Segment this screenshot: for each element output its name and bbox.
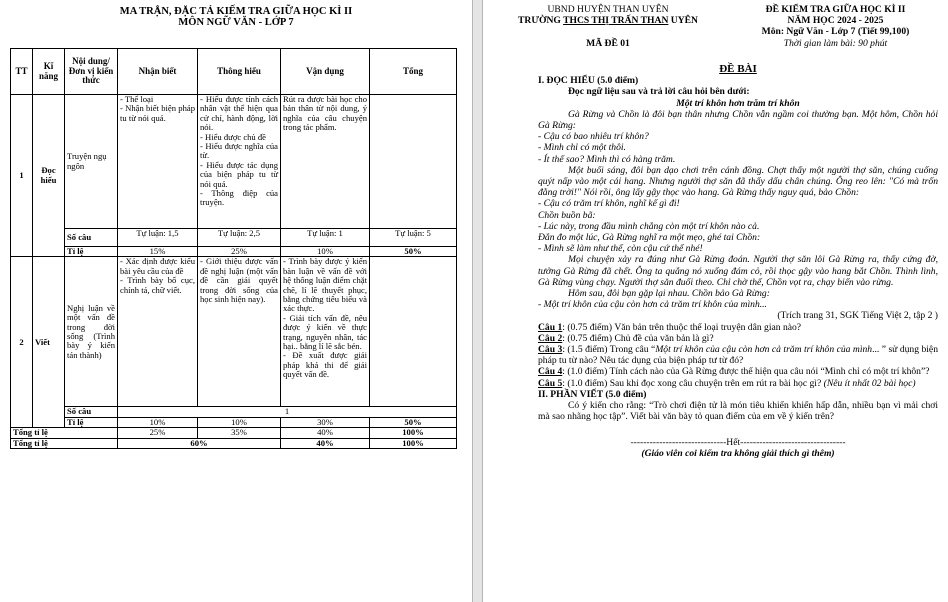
total1-tong: 100% [370,428,457,438]
row1-so-cau-nb: Tự luận: 1,5 [118,229,198,247]
matrix-title-line2: MÔN NGỮ VĂN - LỚP 7 [178,17,294,28]
row2-nhan-biet-item: - Trình bày bố cục, chính tả, chữ viết. [120,275,195,295]
question-label: Câu 3 [538,344,563,356]
header-skill: Kĩ năng [33,49,65,95]
story-line: - Lúc này, trong đầu mình chẳng còn một trí khôn nào cả. [538,220,760,232]
time-limit: Thời gian làm bài: 90 phút [783,37,888,49]
total1-nb: 25% [118,428,198,438]
row1-thong-hieu [198,95,281,229]
school-header [483,4,733,50]
total1-th: 35% [198,428,281,438]
row1-skill: Đọc hiểu [33,95,65,257]
header-row [11,49,457,95]
exam-title: ĐỀ BÀI [719,63,757,75]
story-line: - Một trí khôn của cậu còn hơn cả trăm trí khôn của mình... [538,299,767,311]
school-prefix: TRƯỜNG [518,15,564,27]
page-divider [472,0,473,602]
row1-ti-le-vd: 10% [281,247,370,257]
question-quote: Một trí khôn của cậu còn hơn cả trăm trí khôn của mình [655,344,873,356]
question-1 [538,322,938,333]
question-text: : (0.75 điểm) Chủ đề của văn bản là gì? [562,332,714,344]
district-name: UBND HUYỆN THAN UYÊN [547,4,669,15]
total-row-1 [11,428,457,438]
row2-van-dung-item: - Trình bày được ý kiến bàn luận về vấn đề với hệ thống luận điểm chặt chẽ, lí lẽ thuyết phục, bằng chứng tiêu biểu và xác thực. [283,256,367,314]
matrix-title-line1: MA TRẬN, ĐẶC TẢ KIẾM TRA GIỮA HỌC KÌ II [119,6,353,17]
total-row-2 [11,438,457,448]
row1-nhan-biet [118,95,198,229]
exam-header [723,4,948,49]
table-row [11,257,457,407]
total2-tong: 100% [370,438,457,448]
row1-so-cau-th: Tự luận: 2,5 [198,229,281,247]
row2-ti-le-tong: 50% [370,417,457,427]
header-tong: Tổng [370,49,457,95]
row1-nhan-biet-item: - Thể loại [120,94,154,104]
row1-van-dung-item: Rút ra được bài học cho bản thân từ nội dung, ý nghĩa của câu chuyện trong tác phẩm. [283,94,367,133]
row2-nhan-biet [118,257,198,407]
story-paragraph: Hôm sau, đôi bạn gặp lại nhau. Chồn bảo Gà Rừng: [568,288,770,300]
question-5 [538,378,938,389]
row2-nhan-biet-item: - Xác định được kiểu bài yêu cầu của đề [120,256,195,276]
row1-so-cau-vd: Tự luận: 1 [281,229,370,247]
story-line: - Ít thế sao? Mình thì có hàng trăm. [538,153,676,165]
story-line: - Cậu có trăm trí khôn, nghĩ kế gì đi! [538,198,680,210]
row1-thong-hieu-item: - Thông điệp của truyện. [200,188,278,208]
row2-ti-le-nb: 10% [118,417,198,427]
matrix-page [0,0,472,602]
row1-thong-hieu-item: - Hiểu được chủ đề [200,131,266,142]
exam-code: MÃ ĐỀ 01 [586,38,630,50]
question-label: Câu 2 [538,332,563,344]
row1-ti-le-tong: 50% [370,247,457,257]
subject-line: Môn: Ngữ Văn - Lớp 7 (Tiết 99,100) [761,26,910,38]
row1-thong-hieu-item: - Hiểu được tính cách nhân vật thể hiện qua cử chỉ, hành động, lời nói. [200,94,278,133]
row1-thong-hieu-item: - Hiểu được tác dụng của biện pháp tu từ nói quá. [200,159,278,189]
total1-vd: 40% [281,428,370,438]
end-marker: ------------------------------Hết--------------------------------- [630,436,846,448]
question-text: : (1.0 điểm) Sau khi đọc xong câu chuyện trên em rút ra bài học gì? [562,377,824,389]
exam-name: ĐỀ KIỂM TRA GIỮA HỌC KÌ II [765,4,906,15]
story-paragraph: Gà Rừng và Chồn là đôi bạn thân nhưng Chồn vẫn ngầm coi thường bạn. Một hôm, Chồn hỏi Gà Rừng: [538,108,938,132]
question-note: (Nêu ít nhất 02 bài học) [823,377,916,389]
section2-prompt: Có ý kiến cho rằng: “Trò chơi điện tử là món tiêu khiển khiển hấp dẫn, nhiều bạn vì mải chơi mà sao nhãng học tập”. Viết bài văn bày tỏ quan điểm của em về ý kiến trên? [538,400,938,423]
row2-ti-le-th: 10% [198,417,281,427]
row1-tong [370,95,457,229]
section1-instruction: Đọc ngữ liệu sau và trả lời câu hỏi bên dưới: [568,86,750,98]
row1-nhan-biet-item: - Nhận biết biện pháp tu từ nói quá. [120,103,195,123]
row2-so-cau-label: Số câu [65,407,118,417]
question-label: Câu 5 [538,377,563,389]
question-label: Câu 1 [538,321,563,333]
story-line: - Mình sẽ làm như thế, còn cậu cứ thế nhé! [538,243,703,255]
row1-tt: 1 [11,95,33,257]
row1-van-dung [281,95,370,229]
row2-van-dung [281,257,370,407]
matrix-title [0,6,472,28]
table-row-so-cau [11,229,457,247]
total2-label: Tổng tỉ lệ [11,438,118,448]
header-content: Nội dung/Đơn vị kiến thức [65,49,118,95]
section1-title: I. ĐỌC HIỂU (5.0 điểm) [538,75,639,87]
row2-ti-le-label: Tỉ lệ [65,417,118,427]
row2-thong-hieu [198,257,281,407]
row1-so-cau-label: Số câu [65,229,118,247]
story-source: (Trích trang 31, SGK Tiếng Việt 2, tập 2 ) [777,310,938,322]
row1-content: Truyện ngụ ngôn [65,95,118,229]
total2-nb-th: 60% [118,438,281,448]
story-line: Chồn buồn bã: [538,209,596,221]
story-title: Một trí khôn hơn trăm trí khôn [676,97,800,109]
story-text [538,109,938,311]
row1-ti-le-nb: 15% [118,247,198,257]
story-line: - Cậu có bao nhiêu trí khôn? [538,131,649,143]
question-text: ... ” sử dụng biện pháp tu từ nào? Nêu tác dụng của biện pháp tư từ đó? [538,344,938,367]
header-thong-hieu: Thông hiểu [198,49,281,95]
school-name-underlined: THCS THỊ TRẤN THAN [563,15,669,27]
row2-van-dung-item: - Giải tích vấn đề, nêu được ý kiến về thực trạng, nguyên nhân, tác hại.. bằng lí lẽ sắc bén. [283,312,367,352]
exam-body [538,64,938,459]
school-suffix: UYÊN [668,15,698,27]
footer-note: (Giáo viên coi kiểm tra không giải thích gì thêm) [641,447,835,459]
header-van-dung: Vận dụng [281,49,370,95]
row2-thong-hieu-item: - Giới thiệu được vấn đề nghị luận (một vấn đề cần giải quyết trong đời sống của học sinh hiện nay). [200,256,278,305]
table-row [11,95,457,229]
question-4 [538,366,938,377]
school-year: NĂM HỌC 2024 - 2025 [787,15,884,27]
header-nhan-biet: Nhận biết [118,49,198,95]
row1-ti-le-th: 25% [198,247,281,257]
table-row-ti-le [11,247,457,257]
row2-so-cau-merged: 1 [118,407,457,417]
story-paragraph: Một buổi sáng, đôi bạn dạo chơi trên cánh đồng. Chợt thấy một người thợ săn, chúng cuống quýt nấp vào một cái hang. Nhưng người thợ săn đã thấy dấu chân chúng. Ông reo lên: "Có mà trốn đằng trời!" Nói rồi, ông lấy gậy thọc vào hang. Gà Rừng thấy nguy quá, bảo Chồn: [538,164,938,199]
table-row-ti-le [11,417,457,427]
row2-tong [370,257,457,407]
section2-title: II. PHẦN VIẾT (5.0 điểm) [538,388,647,400]
row2-skill: Viết [33,257,65,428]
total1-label: Tổng tỉ lệ [11,428,118,438]
total2-vd: 40% [281,438,370,448]
exam-page [483,0,948,602]
story-line: Đắn đo một lúc, Gà Rừng nghĩ ra một mẹo, ghé tai Chồn: [538,232,761,244]
matrix-table [10,48,457,449]
question-text: : (1.0 điểm) Tính cách nào của Gà Rừng được thể hiện qua câu nói “Mình chỉ có một trí khôn”? [562,366,930,378]
row2-tt: 2 [11,257,33,428]
question-label: Câu 4 [538,366,563,378]
header-tt: TT [11,49,33,95]
question-text: : (1.5 điểm) Trong câu “ [562,344,656,356]
question-text: : (0.75 điểm) Văn bản trên thuộc thể loại truyện dân gian nào? [562,321,802,333]
row1-thong-hieu-item: - Hiểu được nghĩa của từ. [200,141,278,161]
story-line: - Mình chỉ có một thôi. [538,142,626,154]
school-name [483,15,733,26]
row2-van-dung-item: - Đề xuất được giải pháp khả thi để giải quyết vấn đề. [283,350,367,380]
table-row-so-cau [11,407,457,417]
row2-ti-le-vd: 30% [281,417,370,427]
row1-so-cau-tong: Tự luận: 5 [370,229,457,247]
question-2 [538,333,938,344]
row2-content: Nghị luận về một vấn đề trong đời sống (Trình bày ý kiến tán thành) [65,257,118,407]
story-paragraph: Mọi chuyện xảy ra đúng như Gà Rừng đoán. Người thợ săn lôi Gà Rừng ra, thấy cứng đờ, tưởng Gà Rừng đã chết. Ông ta quẳng nó xuống đám cỏ, rồi thọc gậy vào hang bắt Chồn. Thình lình, Gà Rừng vùng chạy. Người thợ săn đuổi theo. Chỉ chờ thế, Chồn vọt ra, chạy biến vào rừng. [538,254,938,288]
row1-ti-le-label: Tỉ lệ [65,247,118,257]
question-3 [538,344,938,366]
